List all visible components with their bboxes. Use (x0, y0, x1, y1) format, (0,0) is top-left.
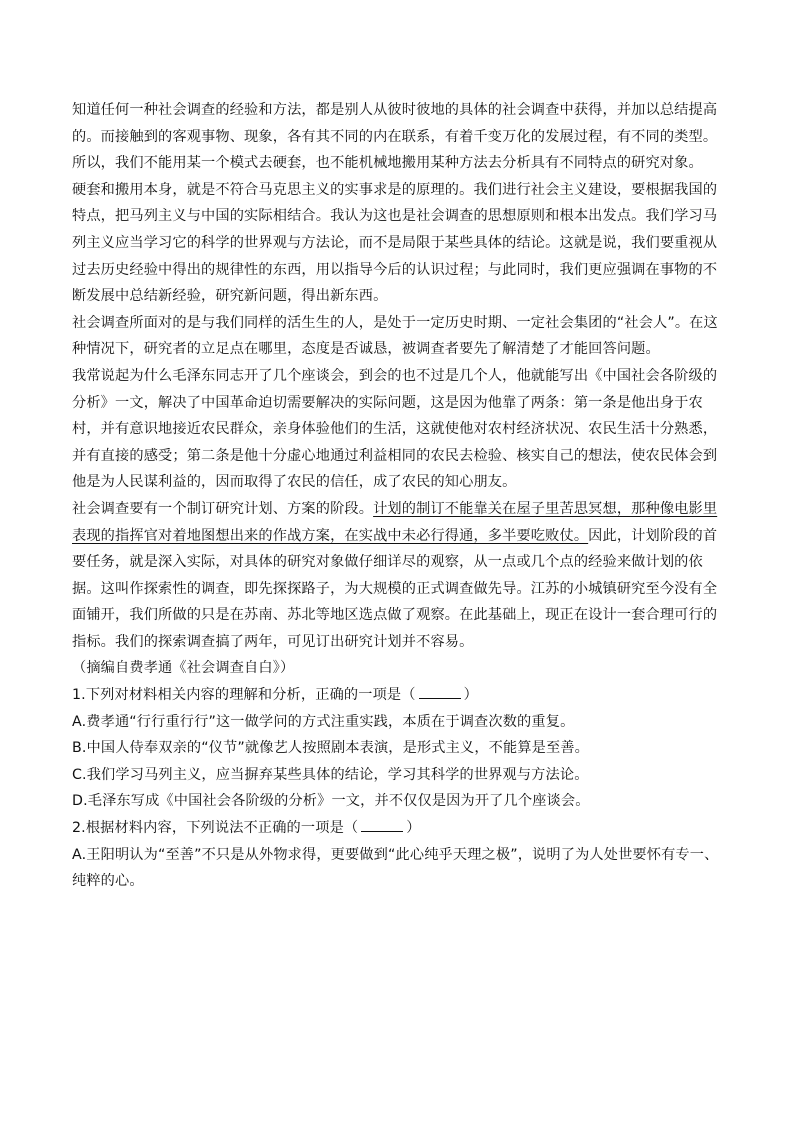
question-2-option-a: A.王阳明认为“至善”不只是从外物求得，更要做到“此心纯乎天理之极”，说明了为人处世要怀有专一、纯粹的心。 (72, 846, 719, 890)
question-1-option-d: D.毛泽东写成《中国社会各阶级的分析》一文，并不仅仅是因为开了几个座谈会。 (72, 793, 590, 810)
answer-blank-2[interactable] (361, 817, 403, 832)
plan-text-before: 社会调查要有一个制订研究计划、方案的阶段。 (72, 500, 374, 517)
paragraph-4: 我常说起为什么毛泽东同志开了几个座谈会，到会的也不过是几个人，他就能写出《中国社会各阶级的分析》一文，解决了中国革命迫切需要解决的实际问题，这是因为他靠了两条：第一条是他出身于农村，并有意识地接近农民群众，亲身体验他们的生活，这就使他对农村经济状况、农民生活十分熟悉，并有直接的感受；第二条是他十分虚心地通过利益相同的农民去检验、核实自己的想法，使农民体会到他是为人民谋利益的，因而取得了农民的信任，成了农民的知心朋友。 (72, 367, 718, 491)
plan-text-after: 因此，计划阶段的首要任务，就是深入实际，对具体的研究对象做仔细详尽的观察，从一点或几个点的经验来做计划的依据。这叫作探索性的调查，即先探探路子，为大规模的正式调查做先导。江苏的小城镇研究至今没有全面铺开，我们所做的只是在苏南、苏北等地区选点做了观察。在此基础上，现正在设计一套合理可行的指标。我们的探索调查搞了两年，可见订出研究计划并不容易。 (72, 527, 718, 650)
document-page (72, 97, 722, 895)
source-note: （摘编自费孝通《社会调查自白》） (72, 660, 295, 677)
paragraph-2: 硬套和搬用本身，就是不符合马克思主义的实事求是的原理的。我们进行社会主义建设，要根据我国的特点，把马列主义与中国的实际相结合。我认为这也是社会调查的思想原则和根本出发点。我们学习马列主义应当学习它的科学的世界观与方法论，而不是局限于某些具体的结论。这就是说，我们要重视从过去历史经验中得出的规律性的东西，用以指导今后的认识过程；与此同时，我们更应强调在事物的不断发展中总结新经验，研究新问题，得出新东西。 (72, 181, 718, 305)
paragraph-3: 社会调查所面对的是与我们同样的活生生的人，是处于一定历史时期、一定社会集团的“社会人”。在这种情况下，研究者的立足点在哪里，态度是否诚恳，被调查者要先了解清楚了才能回答问题。 (72, 314, 718, 358)
plan-text-underlined: 计划的制订不能靠关在屋子里苦思冥想，那种像电影里表现的指挥官对着地图想出来的作战方案，在实战中未必行得通，多半要吃败仗。 (72, 500, 718, 544)
question-1-stem: 1.下列对材料相关内容的理解和分析，正确的一项是（ ） (72, 682, 722, 709)
question-1-option-b: B.中国人侍奉双亲的“仪节”就像艺人按照剧本表演，是形式主义，不能算是至善。 (72, 740, 590, 757)
paragraph-plan (72, 496, 722, 656)
paragraph-1: 知道任何一种社会调查的经验和方法，都是别人从彼时彼地的具体的社会调查中获得，并加以总结提高的。而接触到的客观事物、现象，各有其不同的内在联系，有着千变万化的发展过程，有不同的类型。所以，我们不能用某一个模式去硬套，也不能机械地搬用某种方法去分析具有不同特点的研究对象。 (72, 102, 718, 172)
question-1-option-a: A.费孝通“行行重行行”这一做学问的方式注重实践，本质在于调查次数的重复。 (72, 713, 575, 730)
question-2-stem: 2.根据材料内容，下列说法不正确的一项是（ ） (72, 815, 722, 842)
question-1-option-c: C.我们学习马列主义，应当摒弃某些具体的结论，学习其科学的世界观与方法论。 (72, 766, 589, 783)
answer-blank-1[interactable] (419, 684, 461, 699)
